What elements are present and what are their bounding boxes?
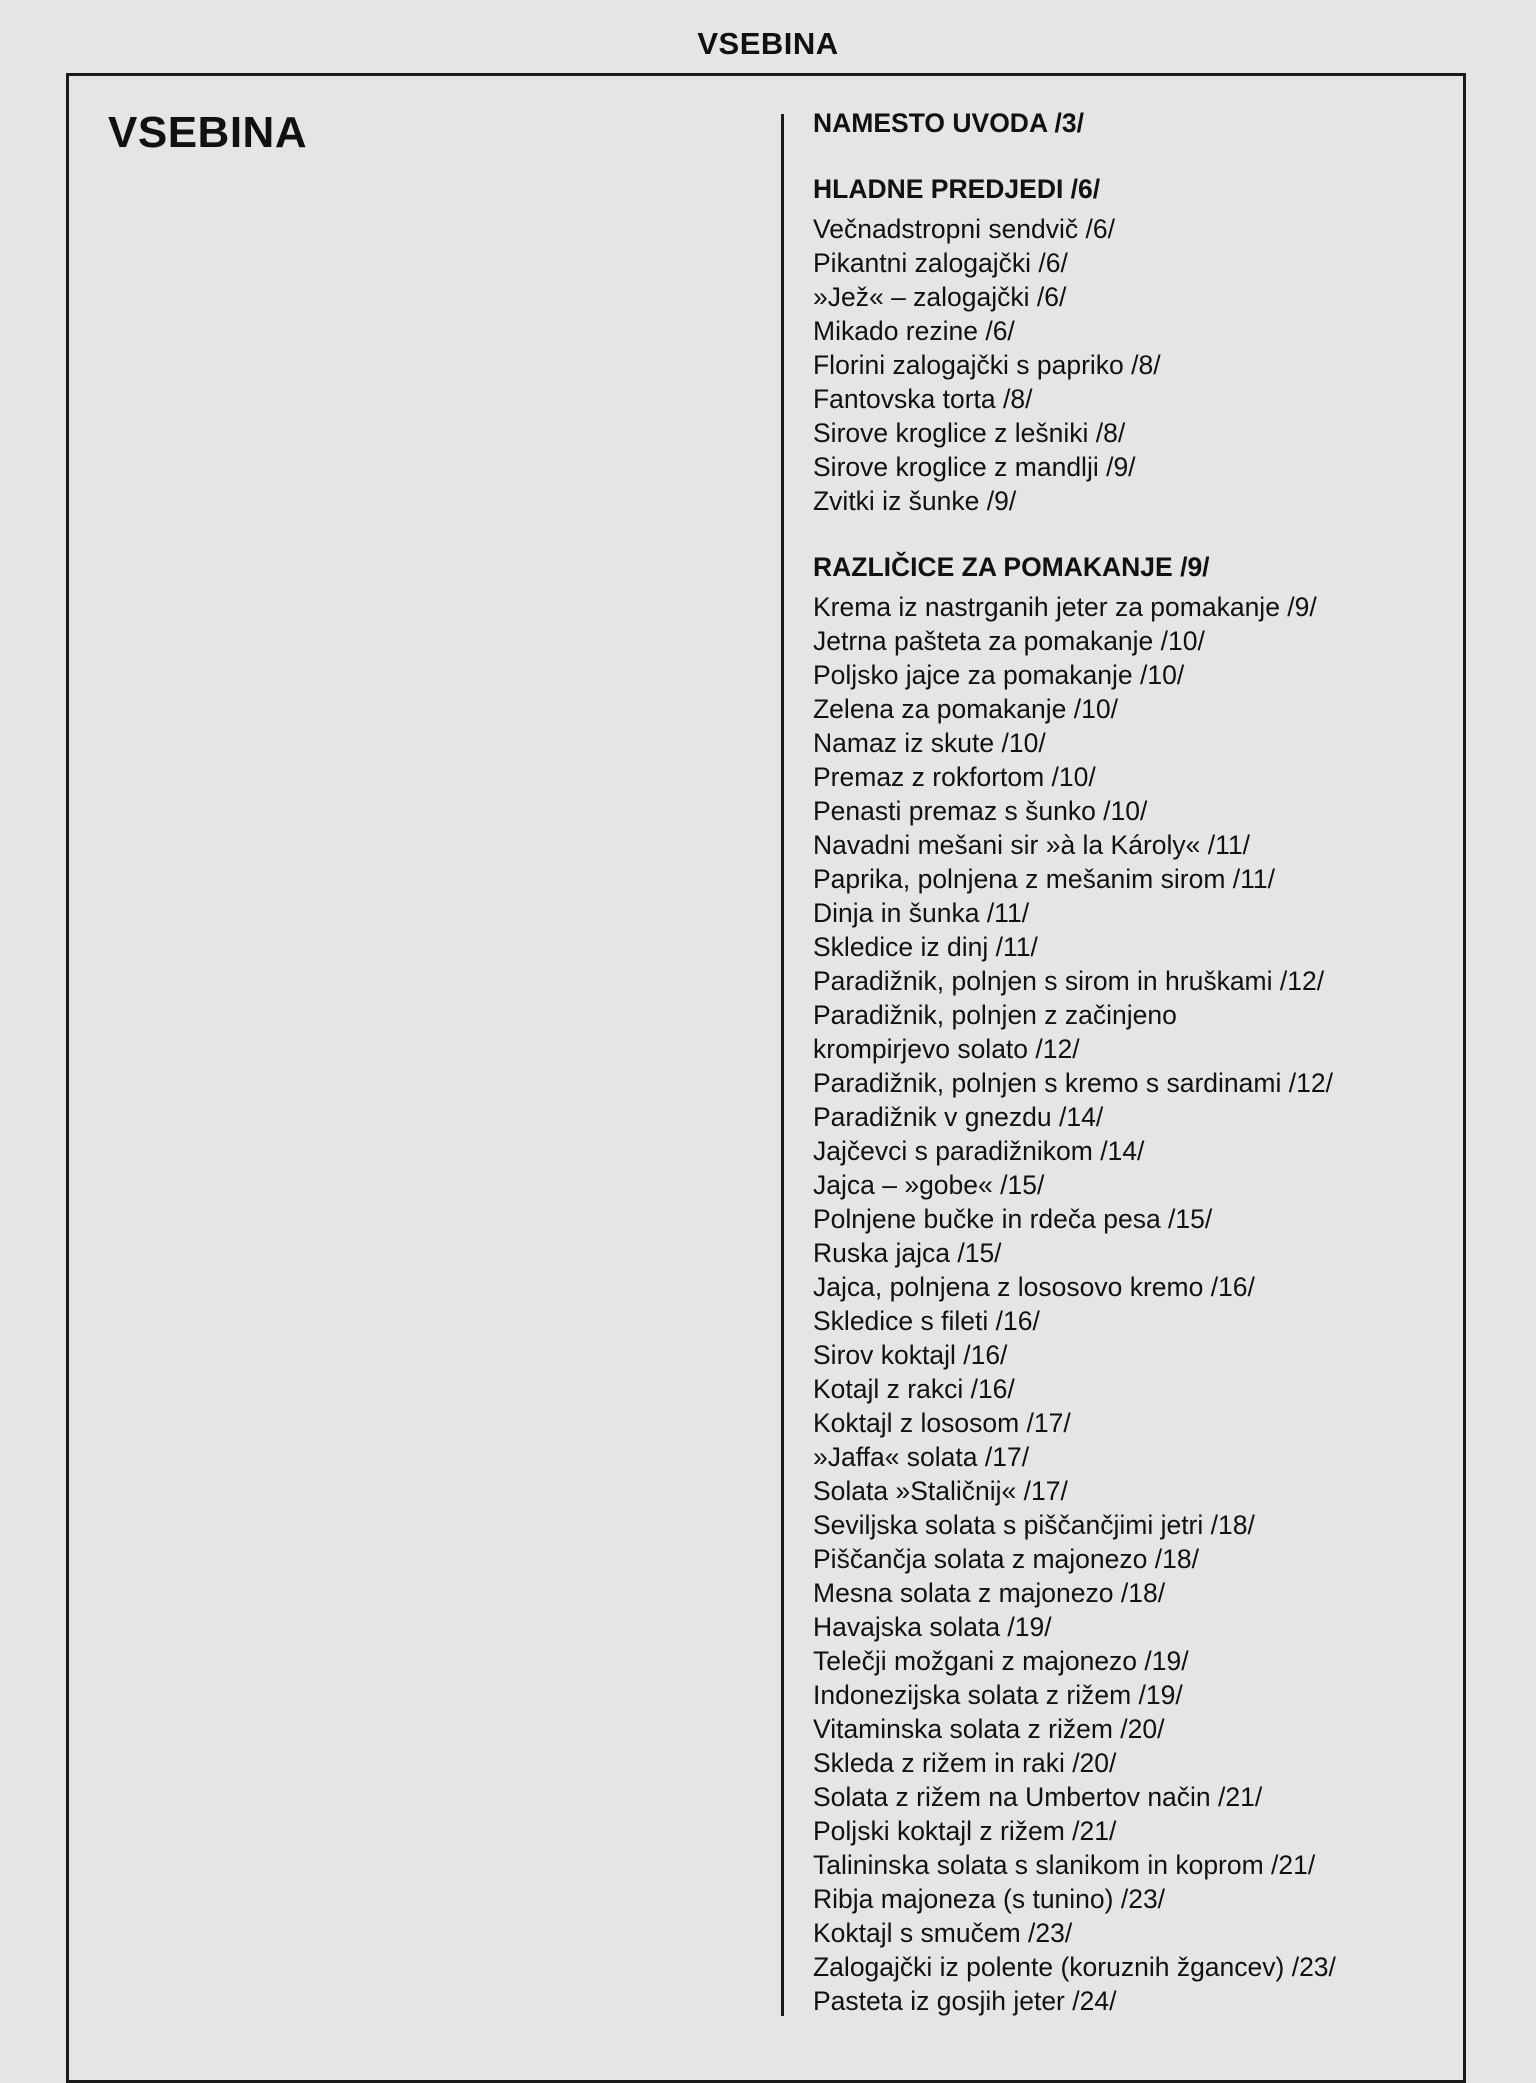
- toc-entry: Koktajl z lososom /17/: [813, 1408, 1071, 1438]
- toc-entry: Koktajl s smučem /23/: [813, 1918, 1073, 1948]
- toc-entry: »Jaffa« solata /17/: [813, 1442, 1030, 1472]
- toc-entry: Paradižnik, polnjen s kremo s sardinami /12/: [813, 1068, 1333, 1098]
- toc-entry: Solata »Staličnij« /17/: [813, 1476, 1068, 1506]
- toc-entry: Sirove kroglice z mandlji /9/: [813, 452, 1136, 482]
- toc-entry: Jetrna pašteta za pomakanje /10/: [813, 626, 1205, 656]
- toc-entry: Ruska jajca /15/: [813, 1238, 1002, 1268]
- toc-entry: Seviljska solata s piščančjimi jetri /18/: [813, 1510, 1255, 1540]
- column-divider: [781, 114, 784, 2016]
- toc-entry: Sirov koktajl /16/: [813, 1340, 1008, 1370]
- toc-entry: Krema iz nastrganih jeter za pomakanje /9/: [813, 592, 1317, 622]
- toc-entry: Jajčevci s paradižnikom /14/: [813, 1136, 1145, 1166]
- toc-entry: Zelena za pomakanje /10/: [813, 694, 1118, 724]
- toc-entry: Fantovska torta /8/: [813, 384, 1033, 414]
- toc-entry: Skledice iz dinj /11/: [813, 932, 1038, 962]
- toc-entry: Paprika, polnjena z mešanim sirom /11/: [813, 864, 1275, 894]
- toc-entry: Mesna solata z majonezo /18/: [813, 1578, 1166, 1608]
- toc-entry: Telečji možgani z majonezo /19/: [813, 1646, 1189, 1676]
- toc-entry: Pikantni zalogajčki /6/: [813, 248, 1068, 278]
- toc-section: [813, 106, 1453, 140]
- toc-section-heading: HLADNE PREDJEDI /6/: [813, 174, 1101, 204]
- toc-entry: »Jež« – zalogajčki /6/: [813, 282, 1067, 312]
- toc-entry: Zvitki iz šunke /9/: [813, 486, 1017, 516]
- toc-entry: Pasteta iz gosjih jeter /24/: [813, 1986, 1117, 2016]
- toc-entry: Paradižnik, polnjen z začinjeno krompirjevo solato /12/: [813, 1000, 1177, 1064]
- toc-entry: Skleda z rižem in raki /20/: [813, 1748, 1117, 1778]
- toc-entry: Penasti premaz s šunko /10/: [813, 796, 1148, 826]
- toc-entry: Kotajl z rakci /16/: [813, 1374, 1015, 1404]
- toc-entry: Mikado rezine /6/: [813, 316, 1015, 346]
- toc-entry: Polnjene bučke in rdeča pesa /15/: [813, 1204, 1213, 1234]
- toc-section: [813, 550, 1453, 2018]
- toc-entry: Talininska solata s slanikom in koprom /21/: [813, 1850, 1316, 1880]
- toc-entry: Večnadstropni sendvič /6/: [813, 214, 1115, 244]
- toc-entry: Poljski koktajl z rižem /21/: [813, 1816, 1117, 1846]
- toc-entry: Vitaminska solata z rižem /20/: [813, 1714, 1165, 1744]
- toc-entry: Ribja majoneza (s tunino) /23/: [813, 1884, 1166, 1914]
- toc-entry: Indonezijska solata z rižem /19/: [813, 1680, 1183, 1710]
- toc-entry: Sirove kroglice z lešniki /8/: [813, 418, 1126, 448]
- toc-entry: Piščančja solata z majonezo /18/: [813, 1544, 1199, 1574]
- toc-entry: Dinja in šunka /11/: [813, 898, 1030, 928]
- toc-entry: Florini zalogajčki s papriko /8/: [813, 350, 1161, 380]
- toc-entry: Paradižnik, polnjen s sirom in hruškami /12/: [813, 966, 1325, 996]
- toc-section-heading: RAZLIČICE ZA POMAKANJE /9/: [813, 552, 1210, 582]
- toc-entry: Paradižnik v gnezdu /14/: [813, 1102, 1104, 1132]
- running-header: VSEBINA: [697, 26, 839, 61]
- toc-section-heading: NAMESTO UVODA /3/: [813, 108, 1084, 138]
- toc-entry: Jajca, polnjena z lososovo kremo /16/: [813, 1272, 1255, 1302]
- toc-entry: Zalogajčki iz polente (koruznih žgancev) /23/: [813, 1952, 1336, 1982]
- table-of-contents: [813, 106, 1453, 2050]
- toc-entry: Navadni mešani sir »à la Károly« /11/: [813, 830, 1250, 860]
- toc-entry: Havajska solata /19/: [813, 1612, 1052, 1642]
- toc-entry: Skledice s fileti /16/: [813, 1306, 1040, 1336]
- toc-entry: Solata z rižem na Umbertov način /21/: [813, 1782, 1263, 1812]
- page-title: VSEBINA: [108, 108, 308, 157]
- toc-section: [813, 172, 1453, 518]
- toc-entry: Namaz iz skute /10/: [813, 728, 1046, 758]
- toc-entry: Premaz z rokfortom /10/: [813, 762, 1096, 792]
- toc-entry: Jajca – »gobe« /15/: [813, 1170, 1045, 1200]
- toc-entry: Poljsko jajce za pomakanje /10/: [813, 660, 1185, 690]
